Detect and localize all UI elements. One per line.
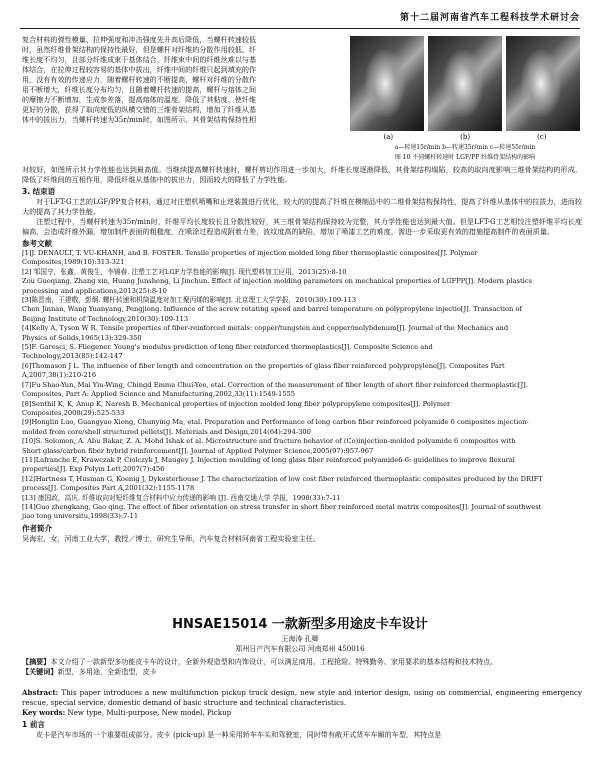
abstract-en-text: This paper introduces a new multifunction pickup truck design, new style and interior design, using on commercial, engineering emergency rescue, special service, domestic demand of basic structure and technical characteristics. — [22, 688, 582, 707]
abstract-en-label: Abstract: — [22, 688, 59, 697]
reference-item — [22, 456, 582, 475]
reference-line: [11]Lafranche E, Krawczak P, Ciolczyk J, Maugey J. Injection moulding of long glass fiber reinforced polyamide6-6: guidelines to improve flexural — [22, 455, 515, 464]
reference-line: Chen Jinnan, Wang Yuanyang, Pengjiong. Influence of the screw rotating speed and barrel temperature on polypropylene injectio[J]. Transaction of — [22, 305, 522, 314]
reference-line: Short glass/carbon fiber hybrid reinforcement[J]. Journal of Applied Polymer Science,2005(97):957-967 — [22, 446, 374, 455]
author-bio-text: 吴海宏，女，河南工业大学，教授／博士，研究生导师，汽车复合材料河南省工程实验室主任。 — [22, 533, 320, 543]
intro-line: 的摩擦力不断增加，生成参差落，提高熔体的温度，降低了其粘度，使纤维 — [22, 95, 257, 104]
reference-line: [5]F. Garesci, S. Fliegener. Young's modulus prediction of long fiber reinforced thermoplastics[J]. Composite Science and — [22, 343, 433, 352]
section1-text: 皮卡是汽车市场的一个重要组成部分。皮卡 (pick-up) 是一种采用轿车车头和驾驶室，同时带有敞开式货车车厢的车型，其特点是 — [36, 730, 442, 739]
intro-line: 体结合，在拉伸过程较容易的基体中拔出，纤维中间的纤维只起到填充的作 — [22, 65, 257, 74]
intro-line: 时，虽然纤维骨架结构的保持性最好，但是螺杆对纤维的分散作用较低，纤 — [22, 45, 257, 54]
reference-line: jiao tong universitu,1998(33):7-11 — [22, 512, 139, 521]
figure-panel-labels — [350, 133, 580, 141]
reference-line: molded from core/shell structured pellets[J]. Materials and Design,2014(64):294-300 — [22, 427, 311, 436]
reference-line: [12]Hartness T, Husman G, Koenig J, Dykesterhouse J. The characterization of low cost fiber reinforced thermoplastic composites produced by the DRIFT — [22, 474, 543, 483]
reference-line: [14]Guo zhengkang, Gao qing. The effect of fiber orientation on stress transfer in short fiber reinforced metal matrix composites[J]. Journal of southwest — [22, 502, 542, 511]
reference-item — [22, 343, 582, 362]
reference-line: [6]Thomason J L. The influence of fiber length and concentration on the properties of glass fiber reinforced polypropylene[J]. Composites Part — [22, 361, 505, 370]
reference-item — [22, 362, 582, 381]
keywords-en-label: Key words: — [22, 708, 66, 717]
reference-line: Technology,2013(85):142-147 — [22, 352, 123, 361]
reference-line: Beijing Institute of Technology,2010(30):109-113 — [22, 314, 189, 323]
reference-item — [22, 268, 582, 296]
reference-item — [22, 400, 582, 419]
reference-line: process[J]. Composites Part A,2001(32):1155-1178 — [22, 484, 195, 493]
reference-list — [22, 249, 582, 522]
keywords-en-text: New type, Multi-purpose, New model, Pickup — [67, 708, 232, 717]
keywords-cn-paragraph — [22, 667, 582, 677]
author-bio-title: 作者简介 — [22, 523, 52, 533]
header-rule — [20, 28, 580, 29]
intro-line: 用，没有有效的传递应力，随着螺杆转速的不断提高，螺杆对纤维的分散作 — [22, 75, 257, 84]
keywords-cn-text: 新型，多用途，全新造型，皮卡 — [57, 667, 157, 676]
reference-line: [13] 康国政，高庆. 纤维取向对短纤维复合材料中应力传递的影响 [J]. 西南交通大学 学报，1998(33):7-11 — [22, 493, 341, 502]
fiber-photo-c — [506, 36, 580, 131]
reference-line: processing and applications,2013(25):8-10 — [22, 286, 167, 295]
figure-speeds: a—转速15r/min b—转速35r/min c—转速55r/min — [394, 144, 536, 151]
reference-item — [22, 475, 582, 494]
reference-line: A,2007,38(1):210-216 — [22, 371, 97, 380]
reference-item — [22, 418, 582, 437]
figure-photos — [350, 36, 580, 131]
reference-item — [22, 494, 582, 503]
reference-line: Composites,2008(29):525-533 — [22, 408, 125, 417]
intro-line: 体中的拔出力，当螺杆转速为35r/min时，如图所示，其骨架结构保持性相 — [22, 115, 257, 124]
next-article-title: HNSAE15014 一款新型多用途皮卡车设计 — [172, 617, 428, 632]
references-title: 参考文献 — [22, 239, 52, 248]
abstract-cn-paragraph — [22, 657, 582, 667]
reference-line: properties[J]. Exp Polym Lett,2007(7):456 — [22, 465, 165, 474]
intro-line: 复合材料的弹性模量、拉伸强度和冲击强度先升高后降低，当螺杆转速较低 — [22, 35, 257, 44]
figure-10 — [350, 32, 580, 172]
reference-item — [22, 437, 582, 456]
reference-line: [2] 邹国亨，张鑫，黄俊生，李锦春. 注塑工艺对LGF力学性能的影响[J]. 现代塑料加工应用，2013(25):8-10 — [22, 267, 347, 276]
intro-column-text — [22, 35, 345, 125]
running-header: 第十二届河南省汽车工程科技学术研讨会 — [399, 13, 580, 23]
conclusion-paragraph: 注塑过程中，当螺杆转速为35r/min时，纤维平均长度较长且分散性较好，其三维骨架结构保持较为完整，其力学性能也达到最大值。但是LFT-G工艺相饺注塑纤维平均长度偏高，会造成纤维外漏，增加制件表面的粗糙度，在喷涂过程造成附着力差，波纹度高的缺陷，增加了喷漆工艺的难度，需进一步采取更有效的措施提高制件的表面质量。 — [22, 217, 582, 236]
panel-label-a: (a) — [383, 133, 394, 141]
reference-line: Physics of Solids,1965(13):329-350 — [22, 333, 142, 342]
reference-line: [3]陈晋南，王建敬，彭炯. 螺杆转速和机筒温度对加工聚丙烯的影响[J]. 北京理工大学学报，2010(30):109-113 — [22, 296, 357, 305]
intro-full-line: 对较好，如图所示其力学性能也达到最高值。当继续提高螺杆转速时，螺杆剪切作用进一步加大，纤维长度逐渐降低，其骨架结构塌陷，较高的取向度影响三维骨架结构的形成，降低了纤维间的互相作用，降低纤维从基体中的拔出力，因而较大的降低了力学性能。 — [22, 165, 582, 184]
reference-line: Composites,1989(10):313-321 — [22, 258, 125, 267]
keywords-en-paragraph — [22, 708, 582, 718]
intro-continuation — [22, 165, 582, 544]
conclusion-title: 3. 结束语 — [22, 187, 56, 196]
reference-line: [4]Kelly A, Tyson W R. Tensile properties of fiber-reinforced metals: copper/tungsten and copper/molybdenum[J]. Journal of the Mechanics and — [22, 324, 509, 333]
abstract-en-paragraph — [22, 688, 582, 708]
abstract-cn-label: 【摘要】 — [22, 657, 51, 666]
next-article-affiliation: 郑州日产汽车有限公司 河南郑州 450016 — [235, 645, 365, 653]
reference-item — [22, 503, 582, 522]
reference-item — [22, 296, 582, 324]
reference-line: [7]Fu Shao-Yun, Mai Yiu-Wing, Chingd Emma Chui-Yee, etal. Correction of the measurement of fiber length of short fiber reinforced thermoplastic[J]. — [22, 380, 528, 389]
reference-item — [22, 324, 582, 343]
abstract-cn-text: 本文介绍了一款新型多功能皮卡车的设计，全新外观造型和内饰设计，可以满足商用、工程抢险、特殊勤务、家用要求的基本结构和技术特点。 — [50, 657, 498, 666]
intro-line: 维长度不均匀，且部分纤维成束于基体结合，纤维束中间的纤维丝难以与基 — [22, 55, 257, 64]
panel-label-b: (b) — [460, 133, 471, 141]
reference-line: Composites, Part A: Applied Science and Manufacturing,2002,33(11):1549-1555 — [22, 390, 296, 399]
next-article-authors: 王海涛 孔卿 — [281, 635, 319, 643]
figure-caption: 图 10 不同螺杆转速时 LGF/PP 纤维骨架结构的影响 — [394, 154, 536, 161]
panel-label-c: (c) — [537, 133, 547, 141]
reference-line: [10]S. Solomon, A. Abu Bakar, Z. A. Mohd Ishak et al. Microstructure and fracture behavior of (Co)injection-molded polyamide 6 composites with — [22, 437, 516, 446]
reference-line: [8]Senthil K, K, Anup K, Naresh B. Mechanical properties of injection molded long fiber polypropylene composites[J]. Polymer — [22, 399, 451, 408]
chinese-abstract — [22, 657, 582, 677]
english-abstract — [22, 688, 582, 740]
reference-line: Zou Guoqiang, Zhang xin, Huang Junsheng, Li Jinchun. Effect of injection molding parameters on mechanical properties of LGFPP[J]. Modern plastics — [22, 277, 532, 286]
intro-line: 更好的分散，获得了取向度低的纵横交错的三维骨架结构，增加了纤维从基 — [22, 105, 257, 114]
intro-line: 用不断增大，纤维长度分布均匀，且随着螺杆转速的提高，螺杆与熔体之间 — [22, 85, 257, 94]
section1-title: 1 前言 — [22, 720, 45, 729]
keywords-cn-label: 【关键词】 — [22, 667, 58, 676]
reference-line: [1]J. DENAULT, T. VU-KHANH, and B. FOSTER. Tensile properties of injection molded long fiber thermoplastic composites[J]. Polymer — [22, 249, 478, 257]
reference-item — [22, 249, 582, 268]
conclusion-paragraph: 对于LFT-G工艺的LGF/PP复合材料，通过对注塑机喷嘴和止逆装置进行优化，较大的的提高了纤维在模制品中的二维骨架结构保持性，提高了纤维从基体中的拉拔力，进而较大的提高了其力学性能。 — [22, 197, 582, 216]
fiber-photo-a — [350, 36, 424, 131]
reference-item — [22, 381, 582, 400]
reference-line: [9]Honglin Luo, Guangyao Xiong, Chunying Ma, etal. Preparation and Performance of long carbon fiber reinforced polyamide 6 composites injection- — [22, 418, 529, 427]
fiber-photo-b — [428, 36, 502, 131]
